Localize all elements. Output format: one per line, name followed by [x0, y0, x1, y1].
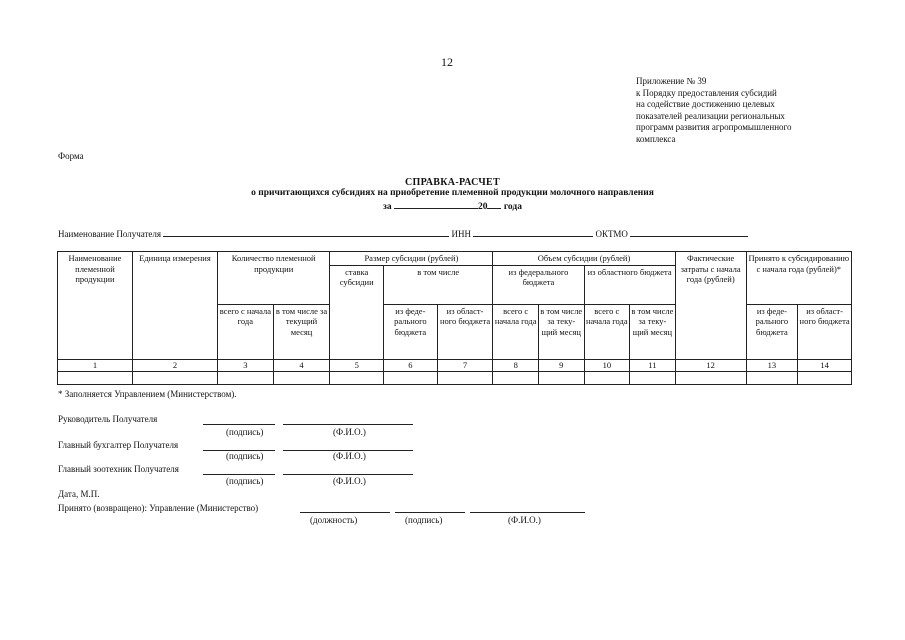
data-cell[interactable]: [630, 371, 676, 384]
form-label: Форма: [58, 151, 84, 161]
column-number: 9: [538, 359, 584, 371]
zootechnician-sign-caption: (подпись): [226, 476, 264, 486]
data-row: [58, 371, 852, 384]
data-cell[interactable]: [798, 371, 852, 384]
header-unit: Единица измерения: [132, 252, 217, 360]
data-cell[interactable]: [584, 371, 630, 384]
date-stamp-label: Дата, М.П.: [58, 489, 100, 499]
appendix-note: [636, 76, 866, 145]
appendix-line: показателей реализации региональных: [636, 110, 785, 121]
subsidy-table: [57, 251, 852, 385]
accepted-label: Принято (возвращено): Управление (Министерство): [58, 503, 259, 513]
oktmo-blank: [630, 227, 748, 237]
column-number: 7: [437, 359, 493, 371]
data-cell[interactable]: [384, 371, 438, 384]
header-qty-month: в том числе за текущий месяц: [273, 304, 330, 359]
accepted-name-caption: (Ф.И.О.): [508, 515, 541, 525]
appendix-line: на содействие достижению целевых: [636, 99, 775, 109]
header-actual-costs: Фактические затраты с начала года (рублей): [675, 252, 746, 360]
appendix-line: Приложение № 39: [636, 76, 707, 86]
header-reg-total: всего с начала года: [584, 304, 630, 359]
accepted-position-line[interactable]: [300, 512, 390, 513]
header-including: в том числе: [384, 265, 493, 304]
data-cell[interactable]: [746, 371, 798, 384]
accepted-position-caption: (должность): [310, 515, 358, 525]
header-qty-total: всего с начала года: [217, 304, 273, 359]
period-blank: [394, 199, 478, 209]
column-number: 13: [746, 359, 798, 371]
title-main: СПРАВКА-РАСЧЕТ: [405, 177, 500, 188]
recipient-name-blank: [163, 227, 449, 237]
column-number: 5: [330, 359, 384, 371]
period-suffix: года: [503, 202, 522, 212]
recipient-line: [58, 227, 748, 239]
column-number: 1: [58, 359, 133, 371]
period-year: 20: [477, 202, 488, 212]
header-subsidy-size: Размер субсидии (рублей): [330, 252, 493, 266]
zootechnician-name-line[interactable]: [283, 474, 413, 475]
page-number: 12: [441, 55, 453, 69]
column-number: 12: [675, 359, 746, 371]
header-quantity: Количество племенной продукции: [217, 252, 329, 305]
accountant-label: Главный бухгалтер Получателя: [58, 440, 179, 450]
accountant-sign-caption: (подпись): [226, 451, 264, 461]
zootechnician-label: Главный зоотехник Получателя: [58, 464, 179, 474]
head-sign-caption: (подпись): [226, 427, 264, 437]
header-row: [58, 252, 852, 266]
data-cell[interactable]: [493, 371, 539, 384]
inn-blank: [473, 227, 593, 237]
header-accepted: Принято к субсидированию с начала года (рублей)*: [746, 252, 851, 305]
header-name: Наименование племенной продукции: [58, 252, 133, 360]
data-cell[interactable]: [58, 371, 133, 384]
column-number: 4: [273, 359, 330, 371]
column-number-row: [58, 359, 852, 371]
column-number: 10: [584, 359, 630, 371]
data-cell[interactable]: [273, 371, 330, 384]
appendix-line: к Порядку предоставления субсидий: [636, 87, 777, 98]
document-title: [0, 177, 905, 213]
head-name-caption: (Ф.И.О.): [333, 427, 366, 437]
zootechnician-sign-line[interactable]: [203, 474, 275, 475]
data-cell[interactable]: [132, 371, 217, 384]
head-label: Руководитель Получателя: [58, 414, 158, 424]
head-sign-line[interactable]: [203, 424, 275, 425]
accepted-name-line[interactable]: [470, 512, 585, 513]
appendix-line: программ развития агропромышленного: [636, 122, 792, 132]
header-size-regional: из област-ного бюджета: [437, 304, 493, 359]
column-number: 8: [493, 359, 539, 371]
header-rate: ставка субсидии: [330, 265, 384, 359]
zootechnician-name-caption: (Ф.И.О.): [333, 476, 366, 486]
data-cell[interactable]: [217, 371, 273, 384]
period-prefix: за: [383, 202, 392, 212]
header-volume-regional: из областного бюджета: [584, 265, 675, 304]
header-accepted-federal: из феде-рального бюджета: [746, 304, 798, 359]
header-subsidy-volume: Объем субсидии (рублей): [493, 252, 675, 266]
column-number: 14: [798, 359, 852, 371]
period-year-blank: [487, 199, 501, 209]
inn-label: ИНН: [451, 229, 472, 239]
accountant-name-caption: (Ф.И.О.): [333, 451, 366, 461]
column-number: 11: [630, 359, 676, 371]
data-cell[interactable]: [437, 371, 493, 384]
title-subtitle: о причитающихся субсидиях на приобретение племенной продукции молочного направления: [251, 188, 654, 198]
column-number: 6: [384, 359, 438, 371]
data-cell[interactable]: [538, 371, 584, 384]
data-cell[interactable]: [330, 371, 384, 384]
oktmo-label: ОКТМО: [595, 229, 628, 239]
column-number: 2: [132, 359, 217, 371]
accepted-sign-caption: (подпись): [405, 515, 443, 525]
head-name-line[interactable]: [283, 424, 413, 425]
header-fed-total: всего с начала года: [493, 304, 539, 359]
header-fed-month: в том числе за теку-щий месяц: [538, 304, 584, 359]
data-cell[interactable]: [675, 371, 746, 384]
footnote: * Заполняется Управлением (Министерством).: [58, 389, 237, 399]
header-reg-month: в том числе за теку-щий месяц: [630, 304, 676, 359]
title-period: [0, 199, 905, 213]
header-size-federal: из феде-рального бюджета: [384, 304, 438, 359]
column-number: 3: [217, 359, 273, 371]
accepted-sign-line[interactable]: [395, 512, 465, 513]
header-accepted-regional: из област-ного бюджета: [798, 304, 852, 359]
header-volume-federal: из федерального бюджета: [493, 265, 584, 304]
appendix-line: комплекса: [636, 133, 676, 144]
recipient-name-label: Наименование Получателя: [58, 229, 162, 239]
